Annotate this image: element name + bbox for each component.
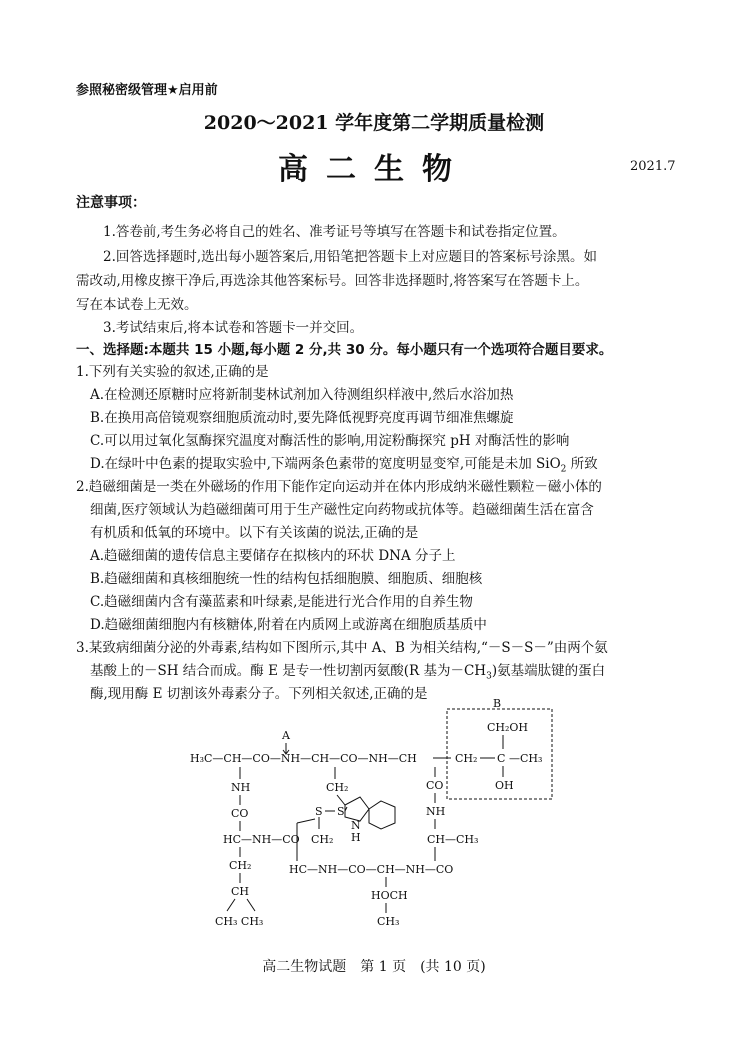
left-co: CO xyxy=(231,807,249,820)
q2-option-a: A.趋磁细菌的遗传信息主要储存在拟核内的环状 DNA 分子上 xyxy=(90,548,456,564)
b-ch2: CH₂ xyxy=(455,752,478,765)
q2-line-1: 2.趋磁细菌是一类在外磁场的作用下能作定向运动并在体内形成纳米磁性颗粒－磁小体的 xyxy=(76,479,602,495)
right-ch-ch3: CH—CH₃ xyxy=(427,833,479,846)
b-carbon: C xyxy=(497,752,506,765)
toxin-structure-diagram xyxy=(185,697,585,937)
label-b: B xyxy=(493,697,502,710)
q3-line-1: 3.某致病细菌分泌的外毒素,结构如下图所示,其中 A、B 为相关结构,“－S－S－”由两个氨 xyxy=(76,640,608,656)
q1-option-b: B.在换用高倍镜观察细胞质流动时,要先降低视野亮度再调节细准焦螺旋 xyxy=(90,410,514,426)
q2-option-b: B.趋磁细菌和真核细胞统一性的结构包括细胞膜、细胞质、细胞核 xyxy=(90,571,483,587)
notice-line-5: 3.考试结束后,将本试卷和答题卡一并交回。 xyxy=(103,320,364,336)
q1-option-d: D.在绿叶中色素的提取实验中,下端两条色素带的宽度明显变窄,可能是未加 SiO$_2$ 所致 xyxy=(90,456,598,475)
trp-ch2: CH₂ xyxy=(326,781,349,794)
indole-n: N xyxy=(351,819,361,832)
q2-option-c: C.趋磁细菌内含有藻蓝素和叶绿素,是能进行光合作用的自养生物 xyxy=(90,594,473,610)
thr-hoch: HOCH xyxy=(371,889,408,902)
q2-line-3: 有机质和低氧的环境中。以下有关该菌的说法,正确的是 xyxy=(90,525,419,541)
indole-five-ring xyxy=(345,797,369,821)
exam-title: 2020～2021 学年度第二学期质量检测 xyxy=(203,112,545,134)
right-nh: NH xyxy=(426,805,446,818)
notice-line-4: 写在本试卷上无效。 xyxy=(76,297,198,313)
q1-option-c: C.可以用过氧化氢酶探究温度对酶活性的影响,用淀粉酶探究 pH 对酶活性的影响 xyxy=(90,433,570,449)
cys-ch2: CH₂ xyxy=(311,833,334,846)
b-ch3: —CH₃ xyxy=(509,752,543,765)
q3-line-2: 基酸上的－SH 结合而成。酶 E 是专一性切割丙氨酸(R 基为$-CH_3$)氨基端肽键的蛋白 xyxy=(90,663,606,682)
q2-line-2: 细菌,医疗领域认为趋磁细菌可用于生产磁性定向药物或抗体等。趋磁细菌生活在富含 xyxy=(90,502,594,518)
notice-line-3: 需改动,用橡皮擦干净后,再选涂其他答案标号。回答非选择题时,将答案写在答题卡上。 xyxy=(76,273,589,289)
notice-line-1: 1.答卷前,考生务必将自己的姓名、准考证号等填写在答题卡和试卷指定位置。 xyxy=(103,224,566,240)
right-co: CO xyxy=(426,779,444,792)
left-nh: NH xyxy=(231,781,251,794)
q3-line-3: 酶,现用酶 E 切割该外毒素分子。下列相关叙述,正确的是 xyxy=(90,686,428,702)
section-heading: 一、选择题:本题共 15 小题,每小题 2 分,共 30 分。每小题只有一个选项符合题目要求。 xyxy=(76,342,613,358)
label-a: A xyxy=(282,729,290,742)
indole-h: H xyxy=(351,831,361,844)
left-ch: CH xyxy=(231,885,250,898)
indole-six-ring xyxy=(369,801,395,829)
b-oh: OH xyxy=(495,779,514,792)
main-chain-row: H₃C—CH—CO—NH—CH—CO—NH—CH xyxy=(190,752,417,765)
notice-line-2: 2.回答选择题时,选出每小题答案后,用铅笔把答题卡上对应题目的答案标号涂黑。如 xyxy=(103,249,597,265)
page-footer: 高二生物试题 第 1 页 (共 10 页) xyxy=(262,959,486,975)
left-ch2: CH₂ xyxy=(229,859,252,872)
q2-option-d: D.趋磁细菌细胞内有核糖体,附着在内质网上或游离在细胞质基质中 xyxy=(90,617,487,633)
confidentiality-note: 参照秘密级管理★启用前 xyxy=(76,83,218,98)
exam-date: 2021.7 xyxy=(630,159,676,174)
sulfur-1: S xyxy=(315,805,323,818)
sulfur-2: S xyxy=(337,805,345,818)
subject-title: 高二生物 xyxy=(278,152,470,187)
q1-option-a: A.在检测还原糖时应将新制斐林试剂加入待测组织样液中,然后水浴加热 xyxy=(90,387,514,403)
thr-ch3: CH₃ xyxy=(377,915,400,928)
ch2oh-group: CH₂OH xyxy=(487,721,529,734)
left-hc-row: HC—NH—CO xyxy=(223,833,300,846)
left-ch3-pair: CH₃ CH₃ xyxy=(215,915,264,928)
notice-title: 注意事项： xyxy=(76,195,146,211)
bottom-chain-row: HC—NH—CO—CH—NH—CO xyxy=(289,863,454,876)
q1-stem: 1.下列有关实验的叙述,正确的是 xyxy=(76,364,269,380)
